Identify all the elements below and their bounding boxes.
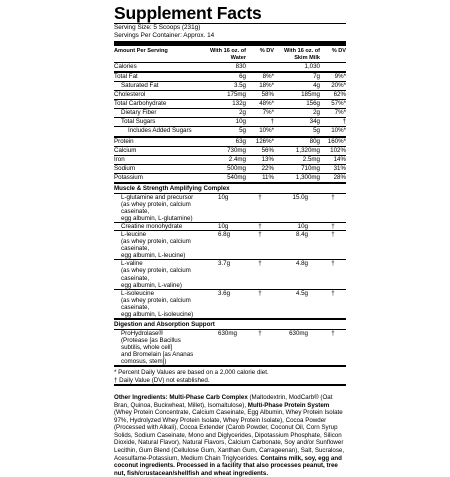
dv-water: 58% [261, 91, 274, 99]
dv-water: † [258, 193, 262, 201]
complex-name-cell [114, 290, 202, 318]
dv-milk: 62% [333, 91, 346, 99]
value-milk: 10g [297, 222, 308, 230]
dv-milk [320, 63, 346, 71]
complex-ingredient-name: Creatine monohydrate [121, 222, 183, 230]
dv-water: † [270, 118, 274, 126]
nutrient-table [114, 62, 346, 182]
value-milk: 185mg [301, 91, 320, 99]
footnote-dagger: † Daily Value (DV) not established. [114, 376, 210, 384]
complex-name-cell [114, 194, 202, 222]
nutrient-name: Potassium [114, 173, 143, 181]
nutrient-row [114, 126, 346, 135]
dv-milk: 7%* [334, 109, 346, 117]
nutrient-name: Total Sugars [121, 118, 156, 126]
complex-row [114, 222, 346, 230]
complex-row [114, 193, 346, 222]
complex-ingredient-name: L-glutamine and precursor [121, 193, 194, 201]
value-water: 132g [232, 100, 246, 108]
nutrient-row [114, 71, 346, 81]
digestion-name-cell [114, 330, 202, 365]
dv-milk: † [331, 222, 335, 230]
nutrient-name: Cholesterol [114, 91, 146, 99]
dv-milk: † [331, 193, 335, 201]
nutrient-row [114, 136, 346, 146]
value-water: 10g [235, 118, 246, 126]
nutrient-row [114, 155, 346, 164]
value-water: 63g [235, 137, 246, 145]
value-milk: 156g [306, 100, 320, 108]
value-milk: 2.5mg [302, 155, 320, 163]
nutrient-row [114, 90, 346, 99]
dv-water: † [258, 231, 262, 238]
nutrient-row [114, 164, 346, 173]
ingredients-label: Other Ingredients: [114, 393, 168, 401]
value-milk: 4.5g [295, 289, 308, 297]
value-water: 3.7g [218, 260, 231, 268]
dv-milk: 160%* [327, 137, 346, 145]
nutrient-name: Calories [114, 62, 137, 70]
nutrient-row [114, 108, 346, 117]
complex-table [114, 193, 346, 319]
dv-water: 10%* [259, 127, 274, 135]
value-milk: 1,300mg [295, 173, 320, 181]
dv-milk: 20%* [331, 82, 346, 89]
digestion-name: ProHydrolase® [121, 329, 164, 337]
value-milk: 34g [309, 118, 320, 126]
value-water: 3.6g [218, 289, 231, 297]
complex-ingredient-source: egg albumin, L-isoleucine) [121, 311, 194, 319]
header-dv-water: % DV [259, 48, 274, 55]
supplement-facts-panel [114, 4, 346, 477]
dv-milk: 14% [333, 155, 346, 163]
complex-ingredient-source: egg albumin, L-leucine) [121, 252, 186, 260]
nutrient-name: Total Carbohydrate [114, 100, 167, 108]
nutrient-name: Total Fat [114, 72, 138, 80]
nutrient-row [114, 117, 346, 126]
nutrient-row [114, 62, 346, 71]
value-water: 830 [235, 62, 246, 70]
dv-milk: 9%* [334, 72, 346, 80]
column-header [114, 46, 346, 61]
value-water: 2g [239, 109, 246, 117]
digestion-sub-2: and Bromelain [as Ananas comosus, stem]) [121, 350, 194, 365]
nutrient-name: Calcium [114, 146, 137, 154]
value-water: 730mg [227, 146, 246, 154]
footnotes [114, 365, 346, 384]
complex-ingredient-source: (as whey protein, calcium caseinate, [121, 200, 191, 215]
complex-name-cell [114, 223, 202, 230]
dv-water: 126%* [255, 137, 274, 145]
dv-water: 22% [261, 164, 274, 172]
nutrient-row [114, 146, 346, 155]
servings-per-container: Servings Per Container: Approx. 14 [114, 32, 215, 40]
nutrient-name: Iron [114, 155, 125, 163]
value-water: 3.5g [233, 82, 246, 89]
value-milk: 80g [309, 137, 320, 145]
complex-ingredient-source: (as whey protein, calcium caseinate, [121, 267, 191, 282]
digestion-dv-water: † [258, 329, 262, 337]
dv-milk: † [331, 231, 335, 238]
complex-row [114, 230, 346, 259]
value-water: 5g [239, 127, 246, 135]
complex-row [114, 289, 346, 318]
value-water: 10g [218, 193, 229, 201]
dv-water: † [258, 260, 262, 268]
digestion-row [114, 329, 346, 365]
complex-name-cell [114, 260, 202, 288]
dv-water: 8%* [262, 72, 274, 80]
serving-size: Serving Size: 5 Scoops (231g) [114, 24, 201, 31]
complex-name-cell [114, 231, 202, 259]
header-amount: Amount Per Serving [114, 48, 168, 55]
dv-milk: † [342, 118, 346, 126]
value-water: 175mg [227, 91, 246, 99]
dv-water: † [258, 222, 262, 230]
dv-water: 13% [261, 155, 274, 163]
digestion-title: Digestion and Absorption Support [114, 318, 346, 329]
value-milk: 5g [313, 127, 320, 135]
other-ingredients [114, 394, 346, 477]
header-water: With 16 oz. of Water [210, 48, 246, 61]
header-dv-milk: % DV [331, 48, 346, 55]
value-milk: 8.4g [295, 231, 308, 238]
digestion-sub-1: (Protease [as Bacillus subtilis, whole cell] [121, 336, 181, 351]
footnote-dv: * Percent Daily Values are based on a 2,000 calorie diet. [114, 369, 269, 377]
dv-milk: † [331, 289, 335, 297]
digestion-milk: 630mg [289, 329, 308, 337]
allergen-statement: Contains milk, soy, egg and coconut ingredients. Processed in a facility that also processes peanut, tree nut, fish/crustacean/shellfish and wheat ingredients. [114, 454, 342, 477]
dv-milk: 102% [330, 146, 346, 154]
value-milk: 4g [313, 82, 320, 89]
dv-water: † [258, 289, 262, 297]
dv-water: 18%* [259, 82, 274, 89]
complex-title: Muscle & Strength Amplifying Complex [114, 182, 346, 193]
value-water: 6.8g [218, 231, 231, 238]
ingredients-carb-text: (Maltodextrin, ModCarb® (Oat Bran, Quinoa, Buckwheat, Millet), Isomaltulose), [114, 393, 333, 409]
nutrient-row [114, 81, 346, 90]
nutrient-name: Dietary Fiber [121, 109, 157, 117]
value-milk: 1,030 [304, 62, 320, 70]
complex-row [114, 259, 346, 288]
digestion-water: 630mg [218, 329, 237, 337]
dv-milk: 31% [333, 164, 346, 172]
dv-water: 56% [261, 146, 274, 154]
dv-milk: † [331, 260, 335, 268]
header-milk: With 16 oz. of Skim Milk [284, 48, 320, 61]
ingredients-carb-complex: Multi-Phase Carb Complex [169, 393, 248, 401]
value-water: 500mg [227, 164, 246, 172]
ingredients-protein-system: Multi-Phase Protein System [247, 401, 330, 409]
complex-ingredient-source: (as whey protein, calcium caseinate, [121, 296, 191, 311]
digestion-dv-milk: † [331, 329, 335, 337]
complex-ingredient-source: (as whey protein, calcium caseinate, [121, 238, 191, 253]
value-milk: 710mg [301, 164, 320, 172]
nutrient-name: Includes Added Sugars [128, 127, 192, 135]
dv-water: 7%* [262, 109, 274, 117]
value-milk: 15.0g [292, 193, 308, 201]
dv-milk: 10%* [331, 127, 346, 135]
ingredients-protein-text: (Whey Protein Concentrate, Calcium Caseinate, Egg Albumin, Whey Protein Isolate 97%, Hydrolyzed Whey Protein Isolate, Whey Protein Isolate), Cocoa Powder (Processed with Alkali), Cocoa Extender (Carob Powder, Coconut Oil, Corn Syrup Solids, Sodium Caseinate, Mono and Diglycerides, Dipotassium Phosphate, Silicon Dioxide, Natural Flavor), Natural Flavors, Calcium Carbonate, Soy and/or Sunflower Lecithin, Gum Blend (Cellulose Gum, Xanthan Gum, Carrageenan), Salt, Sucralose, Acesulfame-Potassium, Medium Chain Triglycerides. [114, 409, 345, 462]
complex-ingredient-name: L-valine [121, 260, 143, 268]
dv-water: 11% [262, 173, 274, 181]
value-water: 6g [239, 72, 246, 80]
panel-title: Supplement Facts [114, 3, 262, 23]
complex-ingredient-source: egg albumin, L-valine) [121, 281, 182, 289]
value-milk: 2g [313, 109, 320, 117]
value-water: 10g [218, 222, 229, 230]
nutrient-row [114, 173, 346, 182]
value-milk: 7g [313, 72, 320, 80]
nutrient-row [114, 99, 346, 108]
dv-milk: 57%* [331, 100, 346, 108]
dv-water: 48%* [259, 100, 274, 108]
complex-ingredient-name: L-isoleucine [121, 289, 155, 297]
value-water: 2.4mg [228, 155, 246, 163]
nutrient-name: Sodium [114, 164, 135, 172]
dv-water [246, 63, 274, 71]
value-milk: 1,320mg [295, 146, 320, 154]
divider [114, 384, 346, 386]
dv-milk: 28% [333, 173, 346, 181]
nutrient-name: Protein [114, 137, 134, 145]
value-milk: 4.8g [295, 260, 308, 268]
complex-ingredient-source: egg albumin, L-glutamine) [121, 214, 193, 222]
value-water: 540mg [227, 173, 246, 181]
nutrient-name: Saturated Fat [121, 82, 159, 89]
complex-ingredient-name: L-leucine [121, 231, 147, 238]
